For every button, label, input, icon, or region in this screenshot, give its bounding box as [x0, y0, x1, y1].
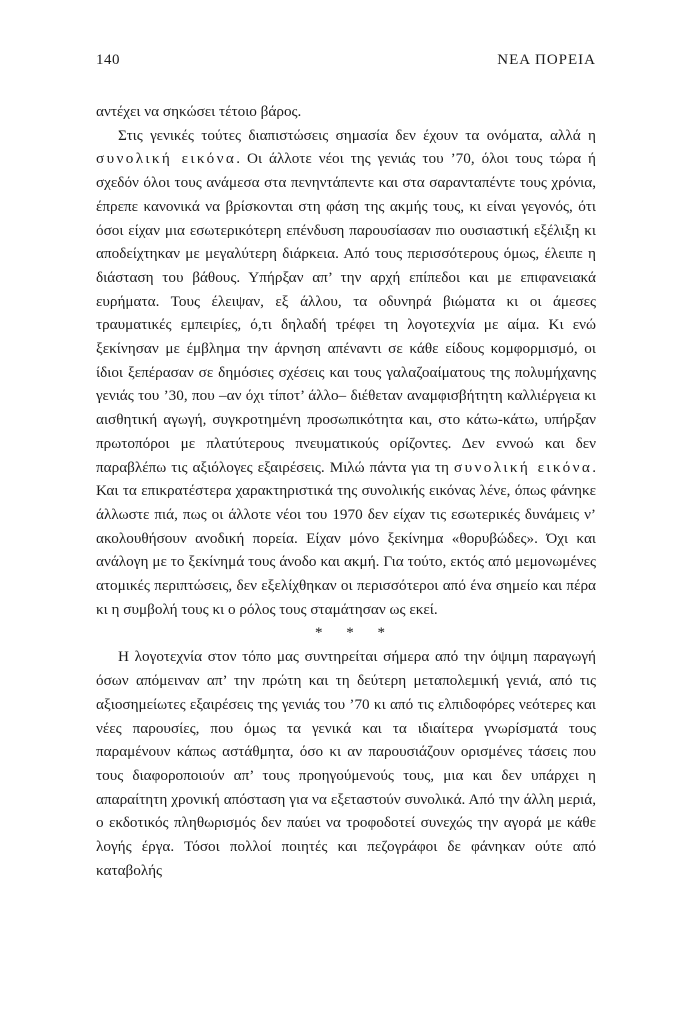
paragraph-text: . Και τα επικρατέστερα χαρακτηριστικά της συνολικής εικόνας λένε, όπως φάνηκε άλλωστε πιά, πως οι άλλοτε νέοι του 1970 δεν είχαν τις εσωτερικές δυνάμεις ν’ ακολουθήσουν ανοδική πορεία. Είχαν μόνο ξεκίνημα «θορυβώδες». Όχι και ανάλογη με το ξεκίνημά τους άνοδο και ακμή. Για τούτο, εκτός από μεμονωμένες ατομικές περιπτώσεις, δεν εξελίχθηκαν οι περισσότεροι από ένα σημείο και πέρα κι η συμβολή τους κι ο ρόλος τους σταμάτησαν ως εκεί.	[96, 458, 596, 618]
running-title: ΝΕΑ ΠΟΡΕΙΑ	[497, 52, 596, 68]
paragraph: Η λογοτεχνία στον τόπο μας συντηρείται σήμερα από την όψιμη παραγωγή όσων απόμειναν απ’ την πρώτη και τη δεύτερη μεταπολεμική γενιά, από τις αξιοσημείωτες εξαιρέσεις της γενιάς του ’70 κι από τις ελπιδοφόρες νεότερες και νέες παρουσίες, που όμως τα γενικά και τα ιδιαίτερα γνωρίσματά τους παραμένουν κάπως αστάθμητα, όσο κι αν παρουσιάζουν ορισμένες τάσεις που τους διαφοροποιούν απ’ τους προηγούμενούς τους, μια και δεν υπάρχει η απαραίτητη χρονική απόσταση για να εξεταστούν συνολικά. Από την άλλη μεριά, ο εκδοτικός πληθωρισμός δεν παύει να τροφοδοτεί συνεχώς την αγορά με κάθε λογής έργα. Τόσοι πολλοί ποιητές και πεζογράφοι δε φάνηκαν ούτε από καταβολής	[96, 648, 596, 879]
body-text	[96, 100, 596, 883]
emphasis-spaced: συνολική εικόνα	[453, 458, 593, 476]
page-number: 140	[96, 52, 120, 68]
paragraph-text: Στις γενικές τούτες διαπιστώσεις σημασία δεν έχουν τα ονόματα, αλλά η	[118, 126, 596, 144]
running-head	[96, 52, 596, 74]
section-separator: * * *	[315, 625, 395, 642]
paragraph	[96, 124, 596, 622]
emphasis-spaced: συνολική εικόνα	[96, 150, 237, 168]
paragraph-text: . Οι άλλοτε νέοι της γενιάς του ’70, όλοι τους τώρα ή σχεδόν όλοι τους ανάμεσα στα πενηντάπεντε και στα σαρανταπέντε τους χρόνια, έπρεπε κανονικά να βρίσκονται στη φάση της ακμής τους, κι είναι γεγονός, ότι όσοι είχαν μια εσωτερικότερη επένδυση παρουσίασαν πιο ουσιαστική εξέλιξη κι αποδείχτηκαν με μεγαλύτερη διάρκεια. Από τους περισσότερους όμως, έλειπε η διάσταση του βάθους. Υπήρξαν απ’ την αρχή επίπεδοι και με επιφανειακά ευρήματα. Τους έλειψαν, εξ άλλου, τα οδυνηρά βιώματα κι οι άμεσες τραυματικές εμπειρίες, ό,τι δηλαδή τρέφει τη λογοτεχνία με αίμα. Κι ενώ ξεκίνησαν με έμβλημα την άρνηση απέναντι σε κάθε είδους κομφορμισμό, οι ίδιοι ξεπέρασαν σε δημόσιες σχέσεις και τους γαλαζοαίματους της πολυμήχανης γενιάς του ’30, που –αν όχι τίποτ’ άλλο– διέθεταν αναμφισβήτητη καλλιέργεια κι αισθητική αγωγή, συγκροτημένη προσωπικότητα και, στο κάτω-κάτω, υπήρξαν πρωτοπόροι με πλατύτερους πνευματικούς ορίζοντες. Δεν εννοώ και δεν παραβλέπω τις αξιόλογες εξαιρέσεις. Μιλώ πάντα για τη	[96, 150, 596, 476]
paragraph-continuation: αντέχει να σηκώσει τέτοιο βάρος.	[96, 103, 302, 120]
